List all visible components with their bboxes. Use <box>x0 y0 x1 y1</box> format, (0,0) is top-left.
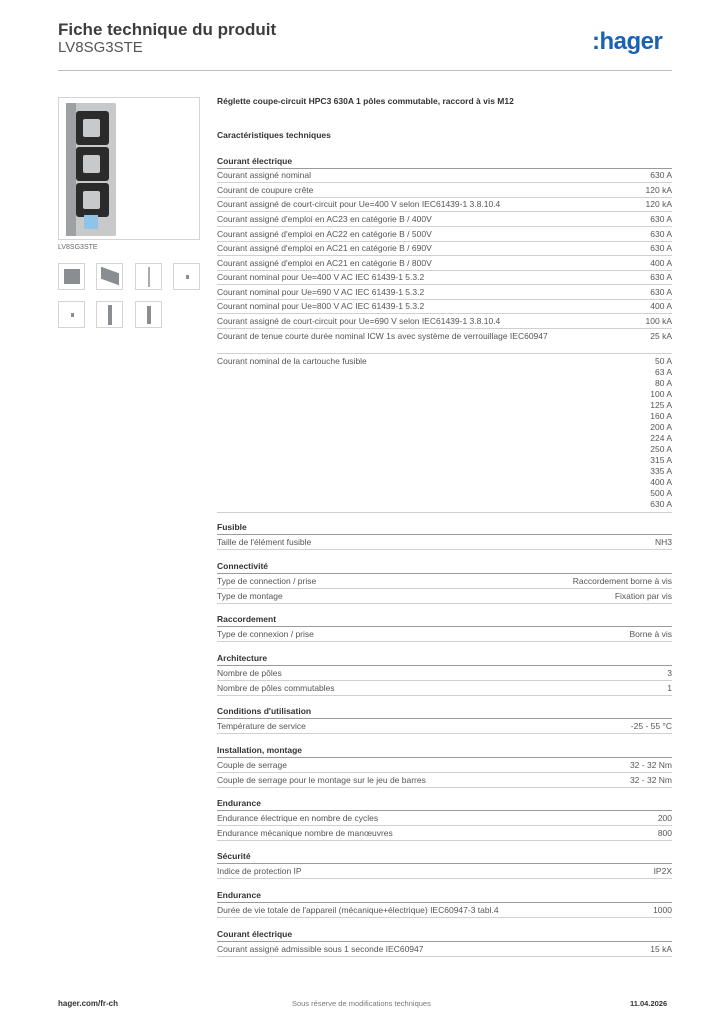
spec-value: 630 A <box>650 272 672 282</box>
thumbnail-7[interactable] <box>135 301 162 328</box>
spec-value: 630 A <box>650 170 672 180</box>
fuse-rating: 250 A <box>650 444 672 454</box>
spec-label: Courant nominal pour Ue=690 V AC IEC 61439-1 5.3.2 <box>217 287 425 297</box>
hager-logo: :hager <box>592 28 663 55</box>
product-name: Réglette coupe-circuit HPC3 630A 1 pôles commutable, raccord à vis M12 <box>217 96 514 106</box>
spec-value: Raccordement borne à vis <box>572 576 672 586</box>
fuse-rating: 50 A <box>654 356 672 366</box>
spec-value: 1000 <box>653 905 672 915</box>
spec-label: Couple de serrage <box>217 760 287 770</box>
section-title: Caractéristiques techniques <box>217 130 331 140</box>
group-title: Courant électrique <box>217 156 293 166</box>
spec-label: Courant assigné de court-circuit pour Ue=400 V selon IEC61439-1 3.8.10.4 <box>217 199 501 209</box>
group-title: Endurance <box>217 890 261 900</box>
spec-value: 400 A <box>650 301 672 311</box>
spec-label: Courant assigné admissible sous 1 seconde IEC60947 <box>217 944 424 954</box>
spec-value: 630 A <box>650 287 672 297</box>
spec-label: Taille de l'élément fusible <box>217 537 312 547</box>
spec-label: Courant de tenue courte durée nominal ICW 1s avec système de verrouillage IEC60947 <box>217 331 548 341</box>
fuse-rating: 63 A <box>654 367 672 377</box>
footer-website-link[interactable]: hager.com/fr-ch <box>58 999 119 1008</box>
fuse-rating: 125 A <box>650 400 672 410</box>
image-caption: LV8SG3STE <box>58 244 98 251</box>
spec-value: 32 - 32 Nm <box>629 760 672 770</box>
group-title: Connectivité <box>217 561 269 571</box>
spec-label: Courant assigné d'emploi en AC21 en catégorie B / 690V <box>217 243 432 253</box>
group-divider <box>217 168 672 169</box>
spec-value: -25 - 55 °C <box>630 721 672 731</box>
spec-label: Nombre de pôles <box>217 668 282 678</box>
spec-value: 100 kA <box>645 316 672 326</box>
group-title: Fusible <box>217 522 247 532</box>
spec-label: Courant assigné d'emploi en AC23 en catégorie B / 400V <box>217 214 432 224</box>
thumbnail-2[interactable] <box>96 263 123 290</box>
fuse-rating: 200 A <box>650 422 672 432</box>
product-reference: LV8SG3STE <box>58 39 143 56</box>
spec-value: IP2X <box>653 866 672 876</box>
fuse-rating: 315 A <box>650 455 672 465</box>
spec-value: 15 kA <box>650 944 672 954</box>
thumbnail-5[interactable] <box>58 301 85 328</box>
page-title: Fiche technique du produit <box>58 20 277 39</box>
spec-label: Couple de serrage pour le montage sur le jeu de barres <box>217 775 426 785</box>
spec-value: Borne à vis <box>629 629 672 639</box>
spec-label: Type de connection / prise <box>217 576 317 586</box>
spec-label: Courant assigné d'emploi en AC21 en catégorie B / 800V <box>217 258 432 268</box>
spec-value: 120 kA <box>645 185 672 195</box>
spec-value: 630 A <box>650 243 672 253</box>
group-title: Endurance <box>217 798 261 808</box>
fuse-rating: 224 A <box>650 433 672 443</box>
spec-value: 25 kA <box>650 331 672 341</box>
footer-notice: Sous réserve de modifications techniques <box>292 999 431 1008</box>
spec-value: 3 <box>667 668 672 678</box>
spec-label: Courant nominal pour Ue=800 V AC IEC 61439-1 5.3.2 <box>217 301 425 311</box>
fuse-rating: 100 A <box>650 389 672 399</box>
group-title: Courant électrique <box>217 929 293 939</box>
footer-date: 11.04.2026 <box>630 999 668 1008</box>
header-divider <box>58 70 672 71</box>
group-title: Architecture <box>217 653 268 663</box>
spec-value: 400 A <box>650 258 672 268</box>
spec-label: Courant assigné d'emploi en AC22 en catégorie B / 500V <box>217 229 432 239</box>
thumbnail-6[interactable] <box>96 301 123 328</box>
fuse-rating: 80 A <box>654 378 672 388</box>
product-image <box>58 97 200 240</box>
thumbnail-4[interactable] <box>173 263 200 290</box>
spec-value: 32 - 32 Nm <box>629 775 672 785</box>
spec-label: Courant assigné de court-circuit pour Ue=690 V selon IEC61439-1 3.8.10.4 <box>217 316 501 326</box>
group-title: Sécurité <box>217 851 251 861</box>
spec-label: Courant assigné nominal <box>217 170 312 180</box>
spec-value: 630 A <box>650 229 672 239</box>
thumbnail-1[interactable] <box>58 263 85 290</box>
group-title: Raccordement <box>217 614 277 624</box>
spec-label: Courant nominal pour Ue=400 V AC IEC 61439-1 5.3.2 <box>217 272 425 282</box>
thumbnail-3[interactable] <box>135 263 162 290</box>
spec-value: 800 <box>657 828 672 838</box>
spec-label: Indice de protection IP <box>217 866 302 876</box>
fuse-ratings-list <box>650 356 672 510</box>
fuse-rating: 630 A <box>650 499 672 509</box>
spec-value: Fixation par vis <box>614 591 672 601</box>
spec-label: Type de montage <box>217 591 283 601</box>
spec-label: Température de service <box>217 721 306 731</box>
spec-value: NH3 <box>654 537 672 547</box>
spec-label: Courant de coupure crête <box>217 185 314 195</box>
fuse-rating: 160 A <box>650 411 672 421</box>
fuse-rating: 335 A <box>650 466 672 476</box>
spec-value: 1 <box>667 683 672 693</box>
fuse-rating: 500 A <box>650 488 672 498</box>
spec-value: 200 <box>657 813 672 823</box>
group-title: Conditions d'utilisation <box>217 706 312 716</box>
spec-label: Endurance mécanique nombre de manœuvres <box>217 828 393 838</box>
spec-label: Courant nominal de la cartouche fusible <box>217 356 367 366</box>
spec-label: Endurance électrique en nombre de cycles <box>217 813 379 823</box>
fuse-switch-illustration <box>66 103 116 236</box>
fuse-rating: 400 A <box>650 477 672 487</box>
spec-label: Durée de vie totale de l'appareil (mécanique+électrique) IEC60947-3 tabl.4 <box>217 905 499 915</box>
spec-label: Nombre de pôles commutables <box>217 683 335 693</box>
spec-value: 630 A <box>650 214 672 224</box>
spec-value: 120 kA <box>645 199 672 209</box>
spec-label: Type de connexion / prise <box>217 629 314 639</box>
group-title: Installation, montage <box>217 745 303 755</box>
